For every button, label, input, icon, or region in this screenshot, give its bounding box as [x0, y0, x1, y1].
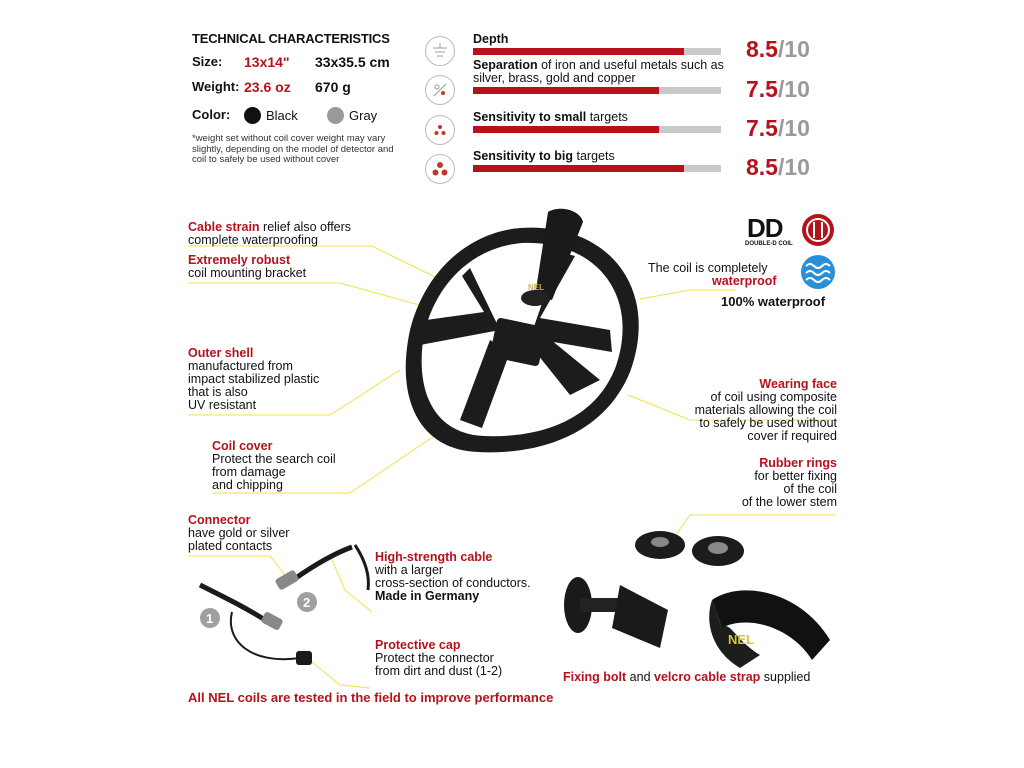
weight-g: 670 g: [315, 79, 351, 95]
search-coil: [406, 209, 639, 453]
color-black-label: Black: [266, 108, 298, 123]
rating-big-targets-score: 8.5/10: [746, 154, 810, 180]
velcro-strap: [709, 590, 830, 668]
callout-rubber-rings: Rubber rings for better fixing of the coil of the lower stem: [741, 456, 837, 509]
rating-big-targets-label: Sensitivity to big targets: [473, 149, 615, 163]
rating-depth-label: Depth: [473, 32, 509, 46]
callout-outer-shell: Outer shell manufactured from impact stabilized plastic that is also UV resistant: [188, 346, 320, 412]
strap-brand: NEL: [728, 632, 754, 647]
fixing-bolt: [564, 577, 668, 648]
callout-protective-cap: Protective cap Protect the connector from dirt and dust (1-2): [375, 638, 503, 678]
footer-note: All NEL coils are tested in the field to improve performance: [188, 690, 554, 705]
color-gray-label: Gray: [349, 108, 378, 123]
rating-separation-label: Separation of iron and useful metals such as silver, brass, gold and copper: [473, 58, 724, 85]
dd-subtitle: DOUBLE-D COIL: [745, 241, 793, 247]
callout-coil-cover: Coil cover Protect the search coil from damage and chipping: [212, 439, 336, 492]
rating-small-targets-score: 7.5/10: [746, 115, 810, 141]
cable-illustration: [200, 545, 368, 665]
specs-title: TECHNICAL CHARACTERISTICS: [192, 31, 390, 46]
callout-supplied: Fixing bolt and velcro cable strap supplied: [563, 670, 811, 684]
callout-cable-strain: Cable strain relief also offers complete waterproofing: [188, 220, 352, 247]
size-inches: 13x14": [244, 54, 290, 70]
callout-wearing-face: Wearing face of coil using composite materials allowing the coil to safely be used without cover if required: [694, 377, 837, 443]
weight-label: Weight:: [192, 79, 240, 94]
size-label: Size:: [192, 54, 223, 69]
coil-brand: NEL: [528, 283, 544, 292]
callout-cable: High-strength cable with a larger cross-section of conductors. Made in Germany: [375, 550, 531, 603]
number-1: 1: [206, 611, 214, 626]
number-2: 2: [303, 595, 311, 610]
size-cm: 33x35.5 cm: [315, 54, 390, 70]
dd-logo: DD: [747, 213, 783, 243]
rating-small-targets-label: Sensitivity to small targets: [473, 110, 628, 124]
callout-connector: Connector have gold or silver plated contacts: [188, 513, 290, 553]
waterproof-line1: The coil is completely: [648, 261, 768, 275]
weight-oz: 23.6 oz: [244, 79, 291, 95]
callout-robust: Extremely robust coil mounting bracket: [188, 253, 307, 280]
rating-separation-score: 7.5/10: [746, 76, 810, 102]
rating-depth-score: 8.5/10: [746, 36, 810, 62]
weight-note: *weight set without coil cover weight may vary slightly, depending on the model of detector and coil to safely be used without cover: [192, 133, 394, 165]
waterproof-icon: [801, 255, 835, 289]
waterproof-line2: waterproof: [712, 274, 777, 288]
waterproof-line3: 100% waterproof: [721, 294, 826, 309]
rubber-rings: [635, 531, 744, 566]
color-label: Color:: [192, 107, 231, 122]
